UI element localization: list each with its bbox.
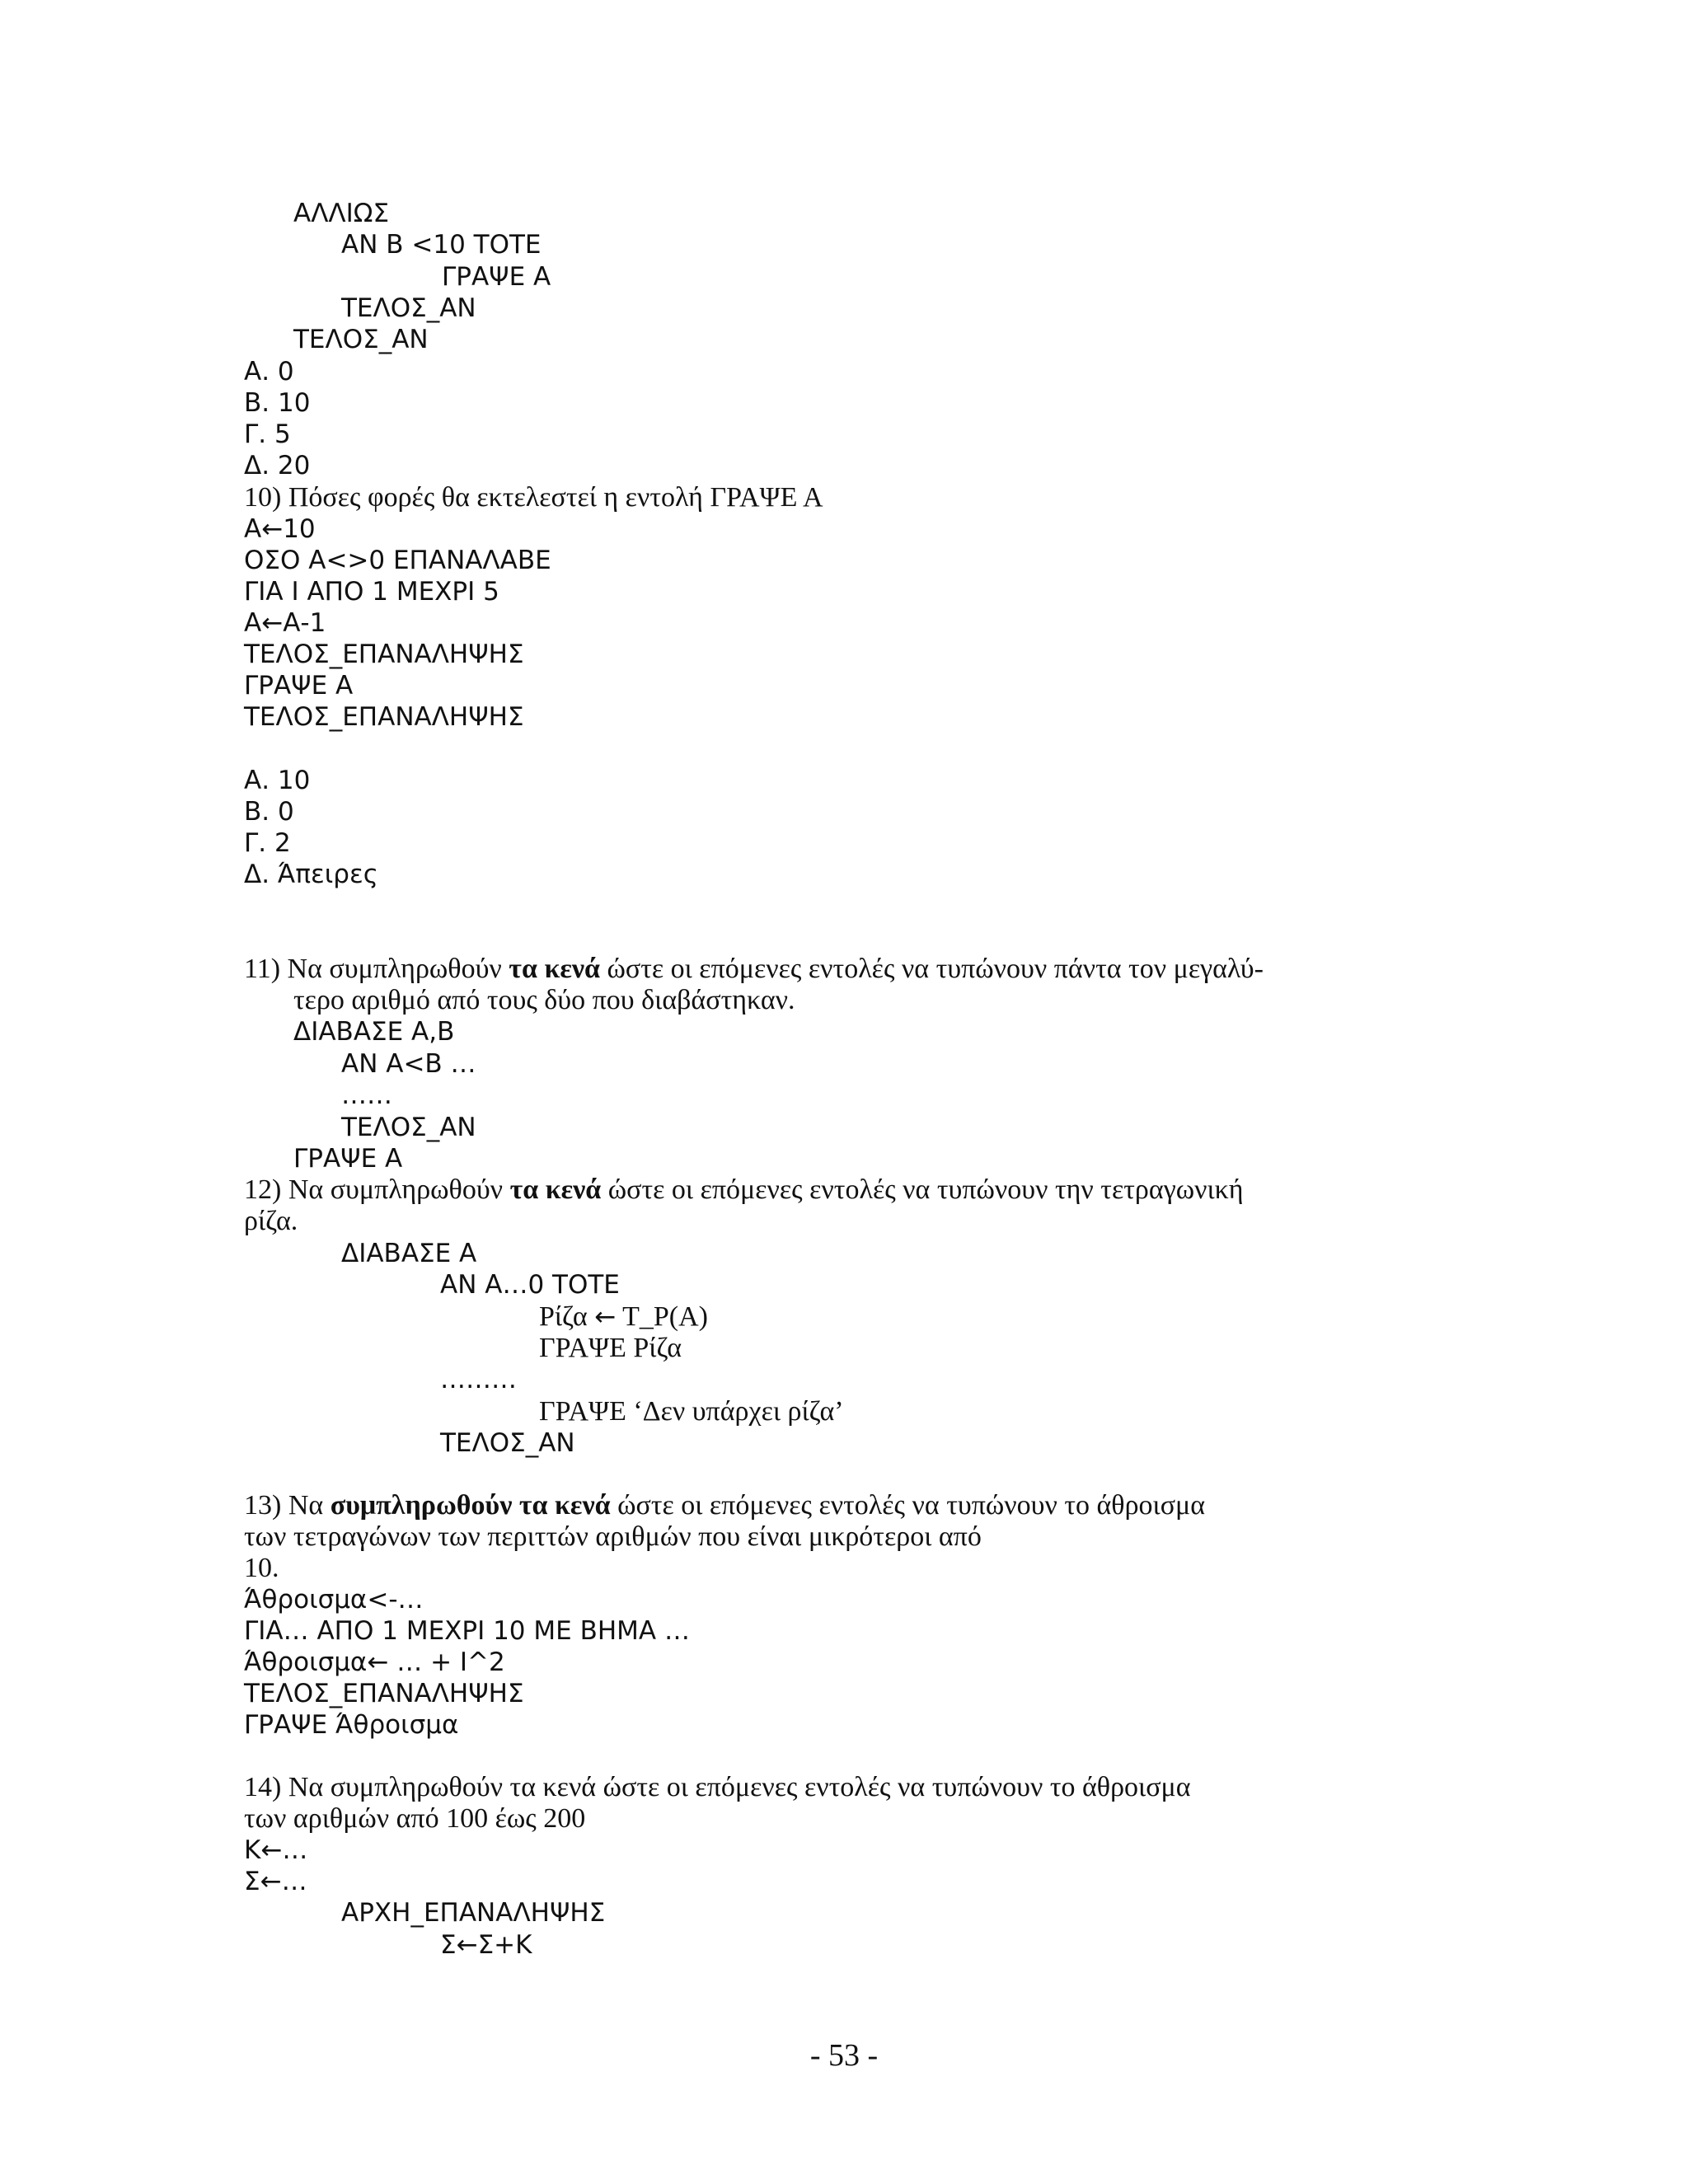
q13-code-line: ΓΙΑ… ΑΠΟ 1 ΜΕΧΡΙ 10 ΜΕ ΒΗΜΑ … xyxy=(244,1616,690,1646)
q9-option: Α. 0 xyxy=(244,357,294,387)
left-arrow-icon: ← xyxy=(261,608,284,638)
q10-option: Β. 0 xyxy=(244,797,294,827)
left-arrow-icon: ← xyxy=(594,1302,617,1332)
q12-code-line: ……… xyxy=(440,1365,517,1394)
q11-code-line: ΓΡΑΨΕ Α xyxy=(293,1144,403,1174)
q12-question-cont: ρίζα. xyxy=(244,1206,298,1236)
q13-code-line: ΤΕΛΟΣ_ΕΠΑΝΑΛΗΨΗΣ xyxy=(244,1679,524,1708)
q12-question: 12) Να συμπληρωθούν τα κενά ώστε οι επόμενες εντολές να τυπώνουν την τετραγωνική xyxy=(244,1174,1244,1205)
q9-code-line: ΑΛΛΙΩΣ xyxy=(293,199,390,228)
q10-question: 10) Πόσες φορές θα εκτελεστεί η εντολή ΓΡΑΨΕ Α xyxy=(244,482,823,513)
q10-code-line: Α←Α-1 xyxy=(244,608,326,638)
q10-code-line: ΟΣΟ Α<>0 ΕΠΑΝΑΛΑΒΕ xyxy=(244,546,551,575)
q14-question: 14) Να συμπληρωθούν τα κενά ώστε οι επόμενες εντολές να τυπώνουν το άθροισμα xyxy=(244,1772,1191,1802)
q12-code-line: ΑΝ Α…0 ΤΟΤΕ xyxy=(440,1270,620,1300)
q9-code-line: ΓΡΑΨΕ Α xyxy=(442,262,551,292)
q14-code-line: Κ←… xyxy=(244,1835,308,1865)
q10-option: Γ. 2 xyxy=(244,828,291,858)
q9-option: Δ. 20 xyxy=(244,451,311,480)
q14-code-line: Σ←… xyxy=(244,1867,307,1896)
q12-code-line: ΤΕΛΟΣ_ΑΝ xyxy=(440,1428,575,1458)
q14-code-line: Σ←Σ+Κ xyxy=(440,1930,532,1960)
left-arrow-icon: ← xyxy=(367,1647,389,1677)
q9-option: Γ. 5 xyxy=(244,419,291,449)
q11-code-line: ΔΙΑΒΑΣΕ Α,Β xyxy=(293,1017,455,1047)
q10-option: Δ. Άπειρες xyxy=(244,860,378,889)
q11-code-line: …… xyxy=(341,1080,392,1110)
q14-question-cont: των αριθμών από 100 έως 200 xyxy=(244,1803,586,1834)
q13-code-line: Άθροισμα<-… xyxy=(244,1585,424,1615)
q10-code-line: ΤΕΛΟΣ_ΕΠΑΝΑΛΗΨΗΣ xyxy=(244,702,524,732)
left-arrow-icon: ← xyxy=(260,1835,283,1865)
left-arrow-icon: ← xyxy=(456,1930,478,1960)
q10-code-line: ΓΡΑΨΕ Α xyxy=(244,671,354,701)
q10-code-line: ΤΕΛΟΣ_ΕΠΑΝΑΛΗΨΗΣ xyxy=(244,640,524,669)
q13-question-cont: των τετραγώνων των περιττών αριθμών που είναι μικρότεροι από xyxy=(244,1521,982,1552)
q10-option: Α. 10 xyxy=(244,766,311,795)
q13-code-line: ΓΡΑΨΕ Άθροισμα xyxy=(244,1710,459,1740)
page-number: - 53 - xyxy=(809,2038,879,2073)
q12-code-line: ΓΡΑΨΕ Ρίζα xyxy=(539,1333,682,1363)
q9-option: Β. 10 xyxy=(244,388,311,418)
q9-code-line: ΤΕΛΟΣ_ΑΝ xyxy=(293,325,429,354)
q12-code-line: ΓΡΑΨΕ ‘Δεν υπάρχει ρίζα’ xyxy=(539,1396,844,1427)
q13-code-line: Άθροισμα← … + Ι^2 xyxy=(244,1647,505,1677)
q11-question-cont: τερο αριθμό από τους δύο που διαβάστηκαν. xyxy=(293,985,795,1015)
q12-code-line: Ρίζα ← Τ_Ρ(Α) xyxy=(539,1301,708,1332)
q13-question: 13) Να συμπληρωθούν τα κενά ώστε οι επόμενες εντολές να τυπώνουν το άθροισμα xyxy=(244,1490,1206,1521)
left-arrow-icon: ← xyxy=(261,514,284,544)
q11-code-line: ΑΝ Α<Β … xyxy=(341,1049,476,1079)
q9-code-line: ΑΝ Β <10 ΤΟΤΕ xyxy=(341,230,542,260)
q11-question: 11) Να συμπληρωθούν τα κενά ώστε οι επόμενες εντολές να τυπώνουν πάντα τον μεγαλύ- xyxy=(244,954,1264,984)
q14-code-line: ΑΡΧΗ_ΕΠΑΝΑΛΗΨΗΣ xyxy=(341,1898,606,1928)
q11-code-line: ΤΕΛΟΣ_ΑΝ xyxy=(341,1113,476,1142)
q9-code-line: ΤΕΛΟΣ_ΑΝ xyxy=(341,293,476,323)
q12-code-line: ΔΙΑΒΑΣΕ Α xyxy=(341,1239,477,1268)
q10-code-line: ΓΙΑ Ι ΑΠΟ 1 ΜΕΧΡΙ 5 xyxy=(244,577,499,607)
q10-code-line: Α←10 xyxy=(244,514,316,544)
left-arrow-icon: ← xyxy=(260,1867,282,1896)
q13-question-cont: 10. xyxy=(244,1553,279,1583)
